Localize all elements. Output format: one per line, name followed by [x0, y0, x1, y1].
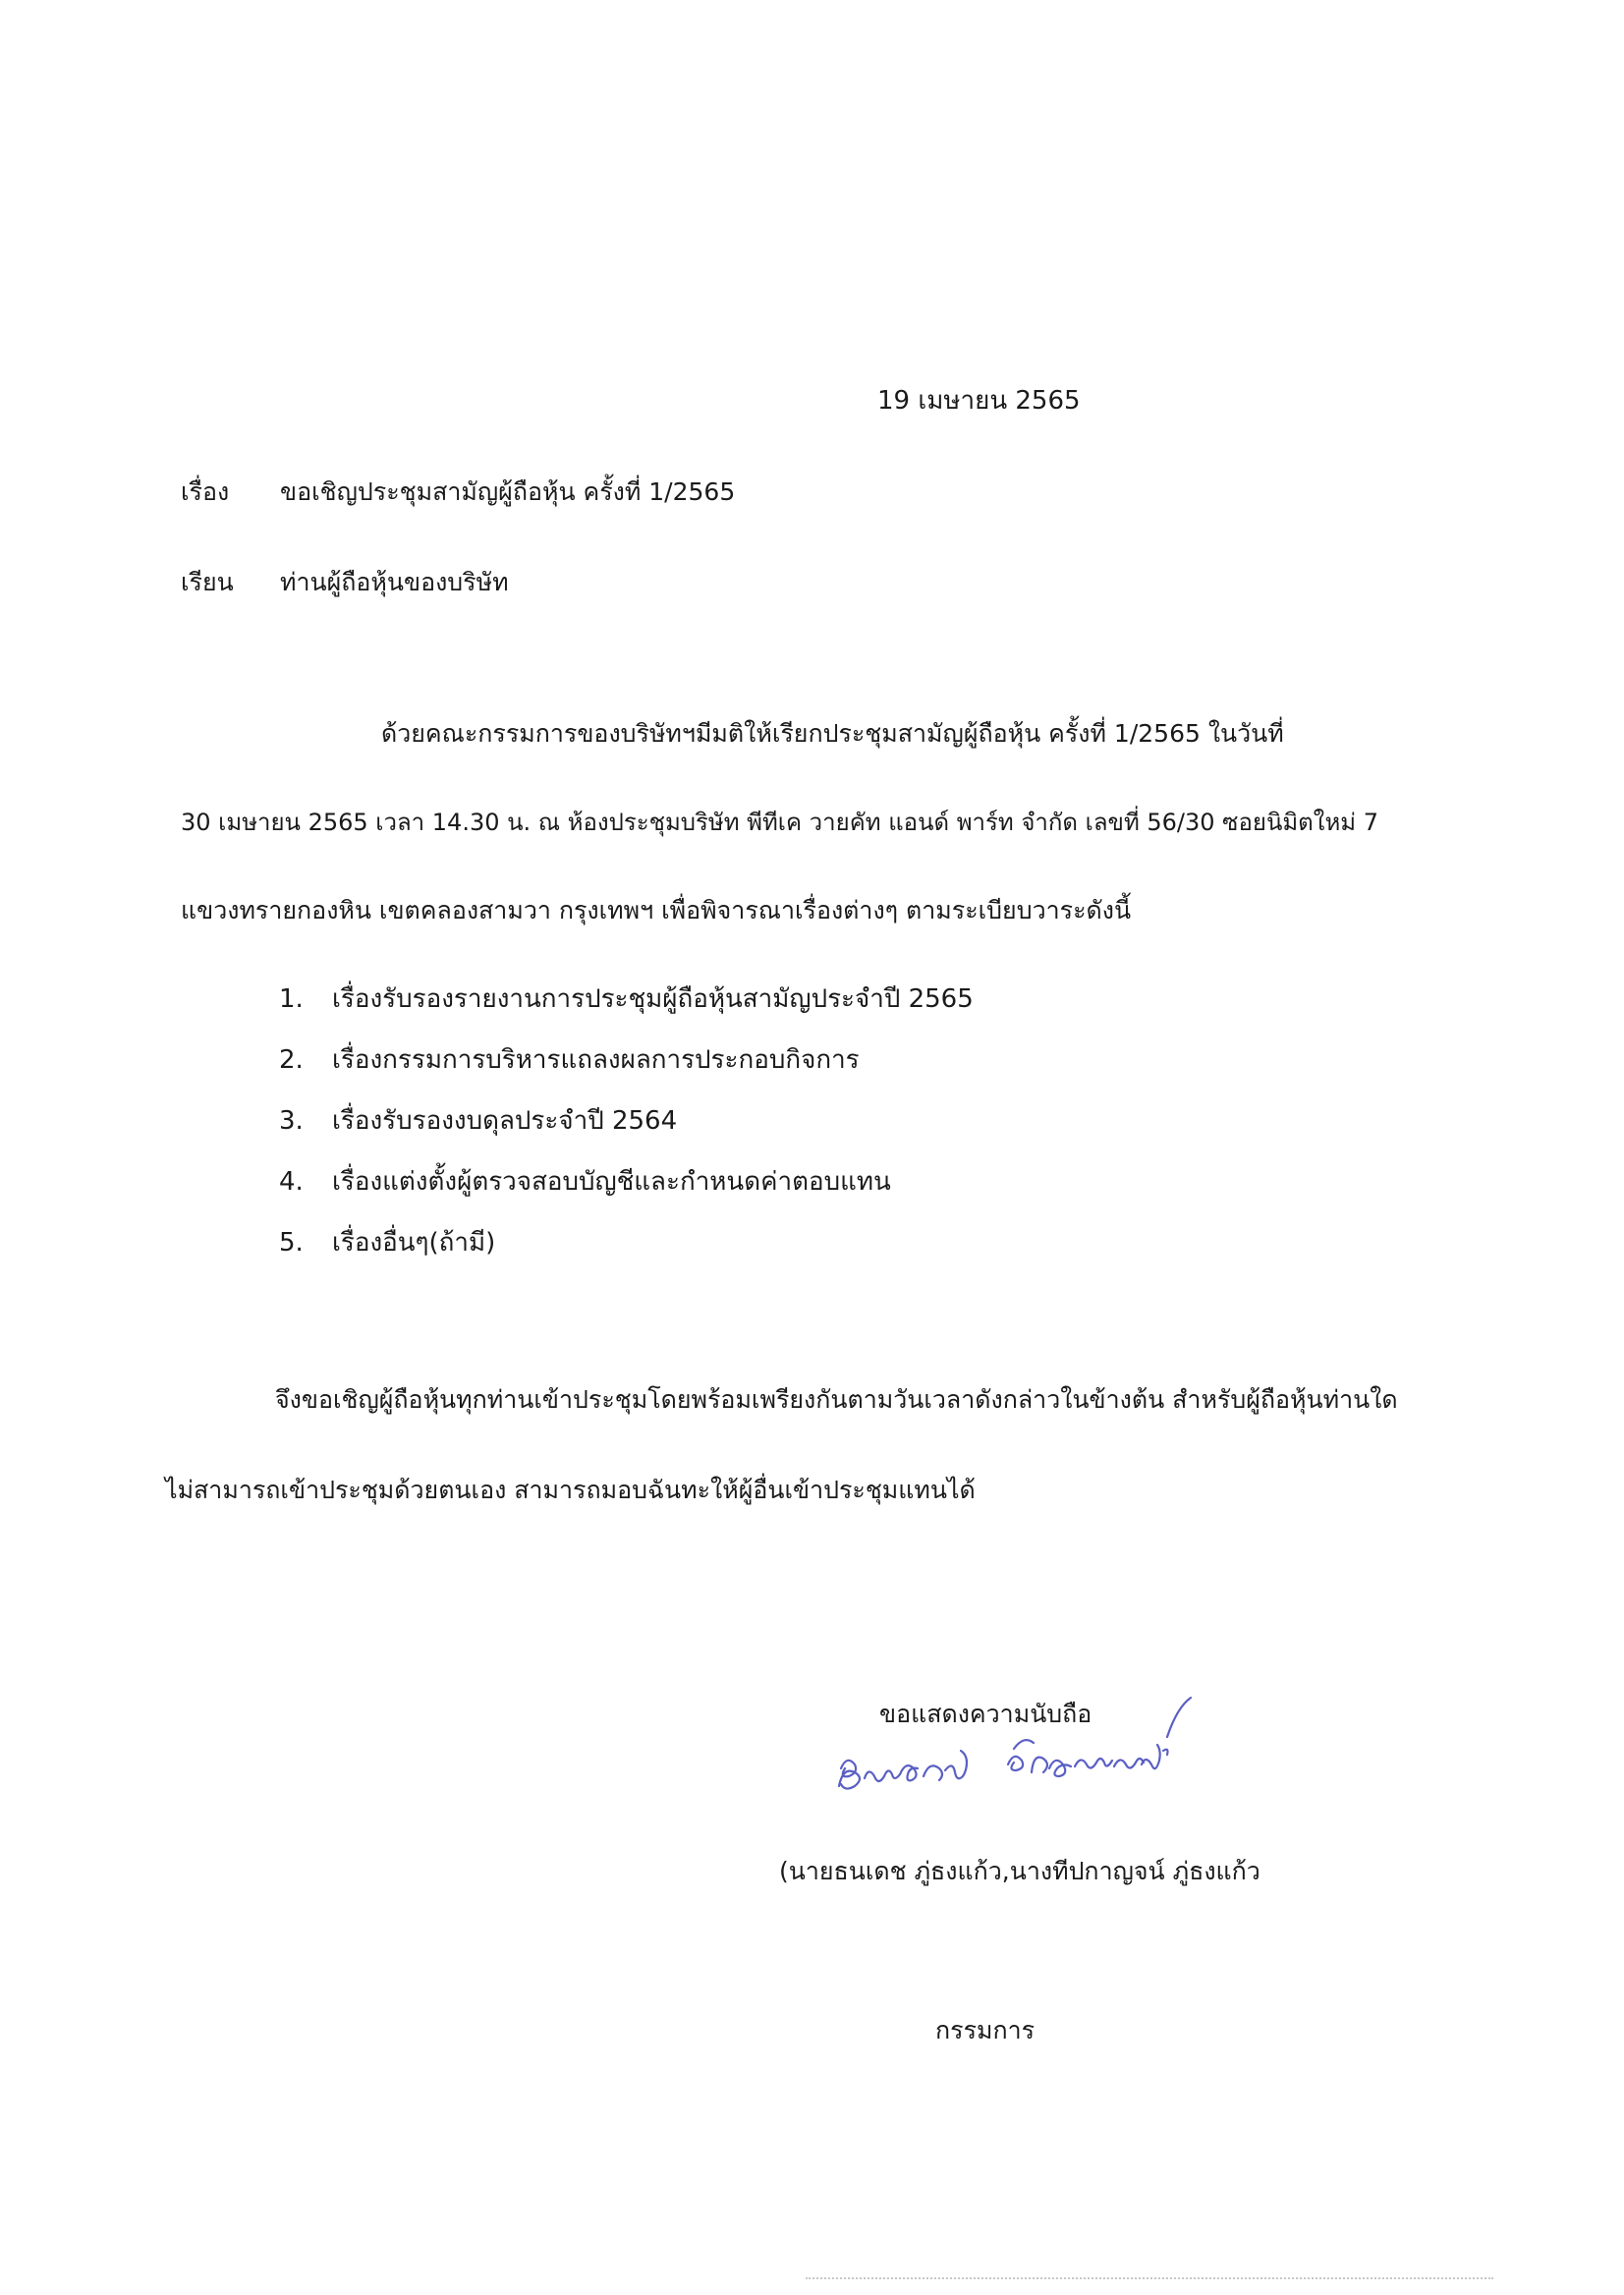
- agenda-item-text: เรื่องกรรมการบริหารแถลงผลการประกอบกิจการ: [332, 1045, 860, 1075]
- agenda-item-text: เรื่องรับรองงบดุลประจำปี 2564: [332, 1106, 678, 1136]
- agenda-item-number: 4.: [279, 1167, 304, 1197]
- recipient-label: เรียน: [181, 568, 234, 596]
- agenda-item-text: เรื่องแต่งตั้งผู้ตรวจสอบบัญชีและกำหนดค่าตอบแทน: [332, 1167, 891, 1197]
- signatory-title: กรรมการ: [935, 2016, 1036, 2044]
- letter-date: 19 เมษายน 2565: [877, 386, 1081, 416]
- subject-text: ขอเชิญประชุมสามัญผู้ถือหุ้น ครั้งที่ 1/2565: [280, 477, 736, 506]
- paragraph1-line1: ด้วยคณะกรรมการของบริษัทฯมีมติให้เรียกประชุมสามัญผู้ถือหุ้น ครั้งที่ 1/2565 ในวันที่: [381, 719, 1284, 748]
- agenda-item-text: เรื่องอื่นๆ(ถ้ามี): [332, 1228, 496, 1258]
- agenda-item-number: 5.: [279, 1228, 304, 1258]
- paragraph1-line2: 30 เมษายน 2565 เวลา 14.30 น. ณ ห้องประชุมบริษัท พีทีเค วายคัท แอนด์ พาร์ท จำกัด เลขที่ 56/30 ซอยนิมิตใหม่ 7: [181, 809, 1379, 836]
- agenda-item-number: 2.: [279, 1045, 304, 1075]
- paragraph2-line1: จึงขอเชิญผู้ถือหุ้นทุกท่านเข้าประชุมโดยพร้อมเพรียงกันตามวันเวลาดังกล่าวในข้างต้น สำหรับผู้ถือหุ้นท่านใด: [275, 1385, 1398, 1414]
- recipient-text: ท่านผู้ถือหุ้นของบริษัท: [280, 568, 509, 596]
- agenda-item-number: 1.: [279, 984, 304, 1014]
- agenda-item-text: เรื่องรับรองรายงานการประชุมผู้ถือหุ้นสามัญประจำปี 2565: [332, 984, 974, 1014]
- agenda-item-number: 3.: [279, 1106, 304, 1136]
- paragraph2-line2: ไม่สามารถเข้าประชุมด้วยตนเอง สามารถมอบฉันทะให้ผู้อื่นเข้าประชุมแทนได้: [165, 1476, 976, 1504]
- closing-phrase: ขอแสดงความนับถือ: [879, 1700, 1092, 1728]
- handwritten-signature: [821, 1692, 1204, 1819]
- signatories-names: (นายธนเดช ภู่ธงแก้ว,นางทีปกาญจน์ ภู่ธงแก้ว: [779, 1857, 1260, 1885]
- subject-label: เรื่อง: [181, 477, 230, 506]
- scan-edge-artifact: [806, 2277, 1493, 2281]
- paragraph1-line3: แขวงทรายกองหิน เขตคลองสามวา กรุงเทพฯ เพื่อพิจารณาเรื่องต่างๆ ตามระเบียบวาระดังนี้: [181, 896, 1132, 924]
